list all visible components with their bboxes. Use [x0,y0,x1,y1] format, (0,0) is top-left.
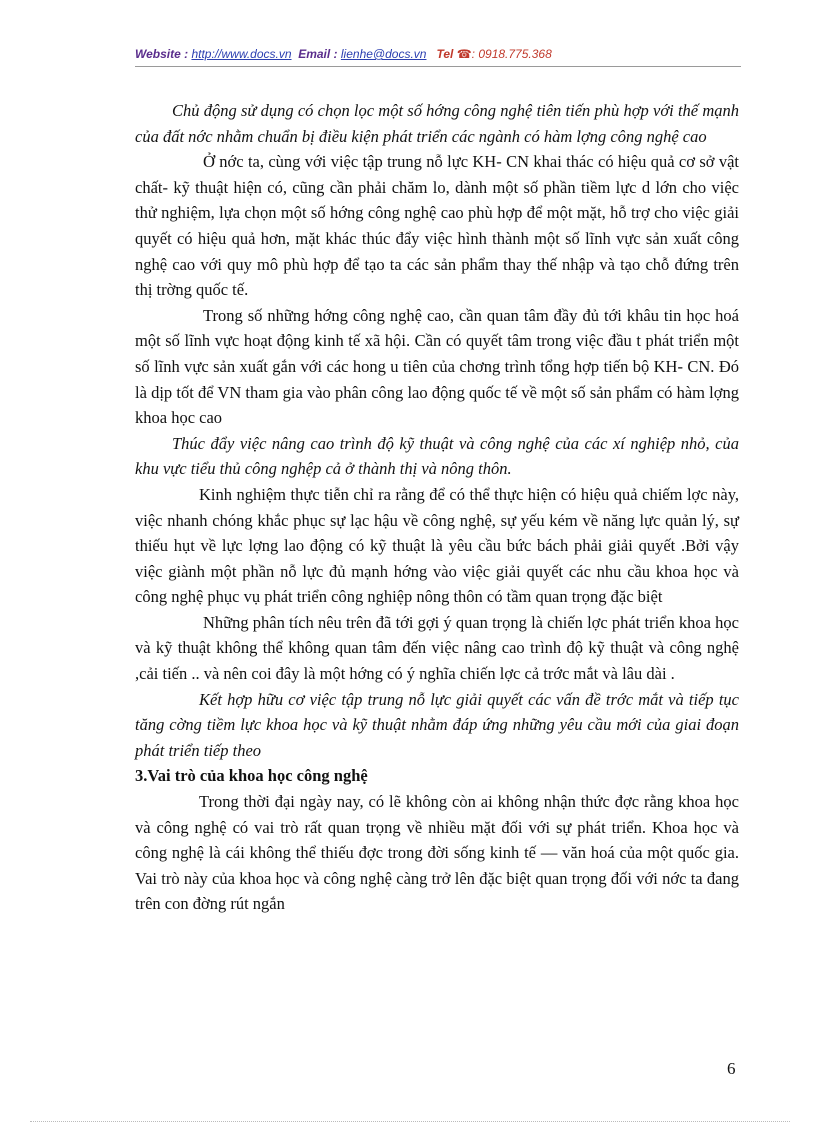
section-heading: 3.Vai trò của khoa học công nghệ [135,766,368,786]
paragraph-8: Trong thời đại ngày nay, có lẽ không còn ai không nhận thức đợc rằng khoa học và công nghệ có vai trò rất quan trọng về nhiều mặt đối với sự phát triển. Khoa học và công nghệ là cái không thể thiếu đợc trong đời sống kinh tế — văn hoá của một quốc gia. Vai trò này của khoa học và công nghệ càng trở lên đặc biệt quan trọng đối với nớc ta đang trên con đờng rút ngắn [135,792,739,914]
tel-label: Tel ☎ [436,47,472,61]
header-divider [135,66,741,67]
page-number: 6 [727,1059,736,1078]
paragraph-2: Ở nớc ta, cùng với việc tập trung nỗ lực KH- CN khai thác có hiệu quả cơ sở vật chất- kỹ thuật hiện có, cũng cần phải chăm lo, dành một số phần tiềm lực d lớn cho việc thử nghiệm, lựa chọn một số hớng công nghệ cao phù hợp để một mặt, hỗ trợ cho việc giải quyết có hiệu quả hơn, mặt khác thúc đẩy việc hình thành một số lĩnh vực sản xuất công nghệ cao với quy mô phù hợp để tạo ta các sản phẩm thay thế nhập và tạo chỗ đứng trên thị trờng quốc tế. [135,152,739,300]
paragraph-5: Kinh nghiệm thực tiễn chỉ ra rằng để có thể thực hiện có hiệu quả chiếm lợc này, việc nhanh chóng khắc phục sự lạc hậu về công nghệ, sự yếu kém về năng lực quản lý, sự thiếu hụt về lực lợng lao động có kỹ thuật là yêu cầu bức bách phải giải quyết .Bởi vậy việc giành một phần nỗ lực đủ mạnh hớng vào việc giải quyết các nhu cầu khoa học và công nghệ phục vụ phát triển công nghiệp nông thôn có tầm quan trọng đặc biệt [135,484,739,607]
page-bottom-border [30,1121,790,1122]
paragraph-7: Kết hợp hữu cơ việc tập trung nỗ lực giải quyết các vấn đề trớc mắt và tiếp tục tăng cờng tiềm lực khoa học và kỹ thuật nhằm đáp ứng những yêu cầu mới của giai đoạn phát triển tiếp theo [135,689,739,760]
paragraph-6: Những phân tích nêu trên đã tới gợi ý quan trọng là chiến lợc phát triển khoa học và kỹ thuật không thể không quan tâm đến việc nâng cao trình độ kỹ thuật và công nghệ ,cải tiến .. và nên coi đây là một hớng có ý nghĩa chiến lợc cả trớc mắt và lâu dài . [135,612,739,684]
paragraph-3: Trong số những hớng công nghệ cao, cần quan tâm đầy đủ tới khâu tin học hoá một số lĩnh vực hoạt động kinh tế xã hội. Cần có quyết tâm trong việc đầu t phát triển một số lĩnh vực sản xuất gắn với các hong u tiên của chơng trình tổng hợp tiến bộ KH- CN. Đó là dịp tốt để VN tham gia vào phân công lao động quốc tế về một số sản phẩm có hàm lợng khoa học cao [135,305,739,428]
website-label: Website : [135,47,189,61]
email-label: Email [298,47,331,61]
page-content [135,98,739,917]
tel-number: : 0918.775.368 [471,47,552,61]
page-header [135,47,741,65]
email-link[interactable]: lienhe@docs.vn [340,47,427,61]
paragraph-4: Thúc đẩy việc nâng cao trình độ kỹ thuật và công nghệ của các xí nghiệp nhỏ, của khu vực tiểu thủ công nghệp cả ở thành thị và nông thôn. [135,433,739,479]
paragraph-1: Chủ động sử dụng có chọn lọc một số hớng công nghệ tiên tiến phù hợp với thế mạnh của đất nớc nhằm chuẩn bị điều kiện phát triển các ngành có hàm lợng công nghệ cao [135,101,739,146]
email-separator: : [330,47,338,61]
website-link[interactable]: http://www.docs.vn [191,47,292,61]
